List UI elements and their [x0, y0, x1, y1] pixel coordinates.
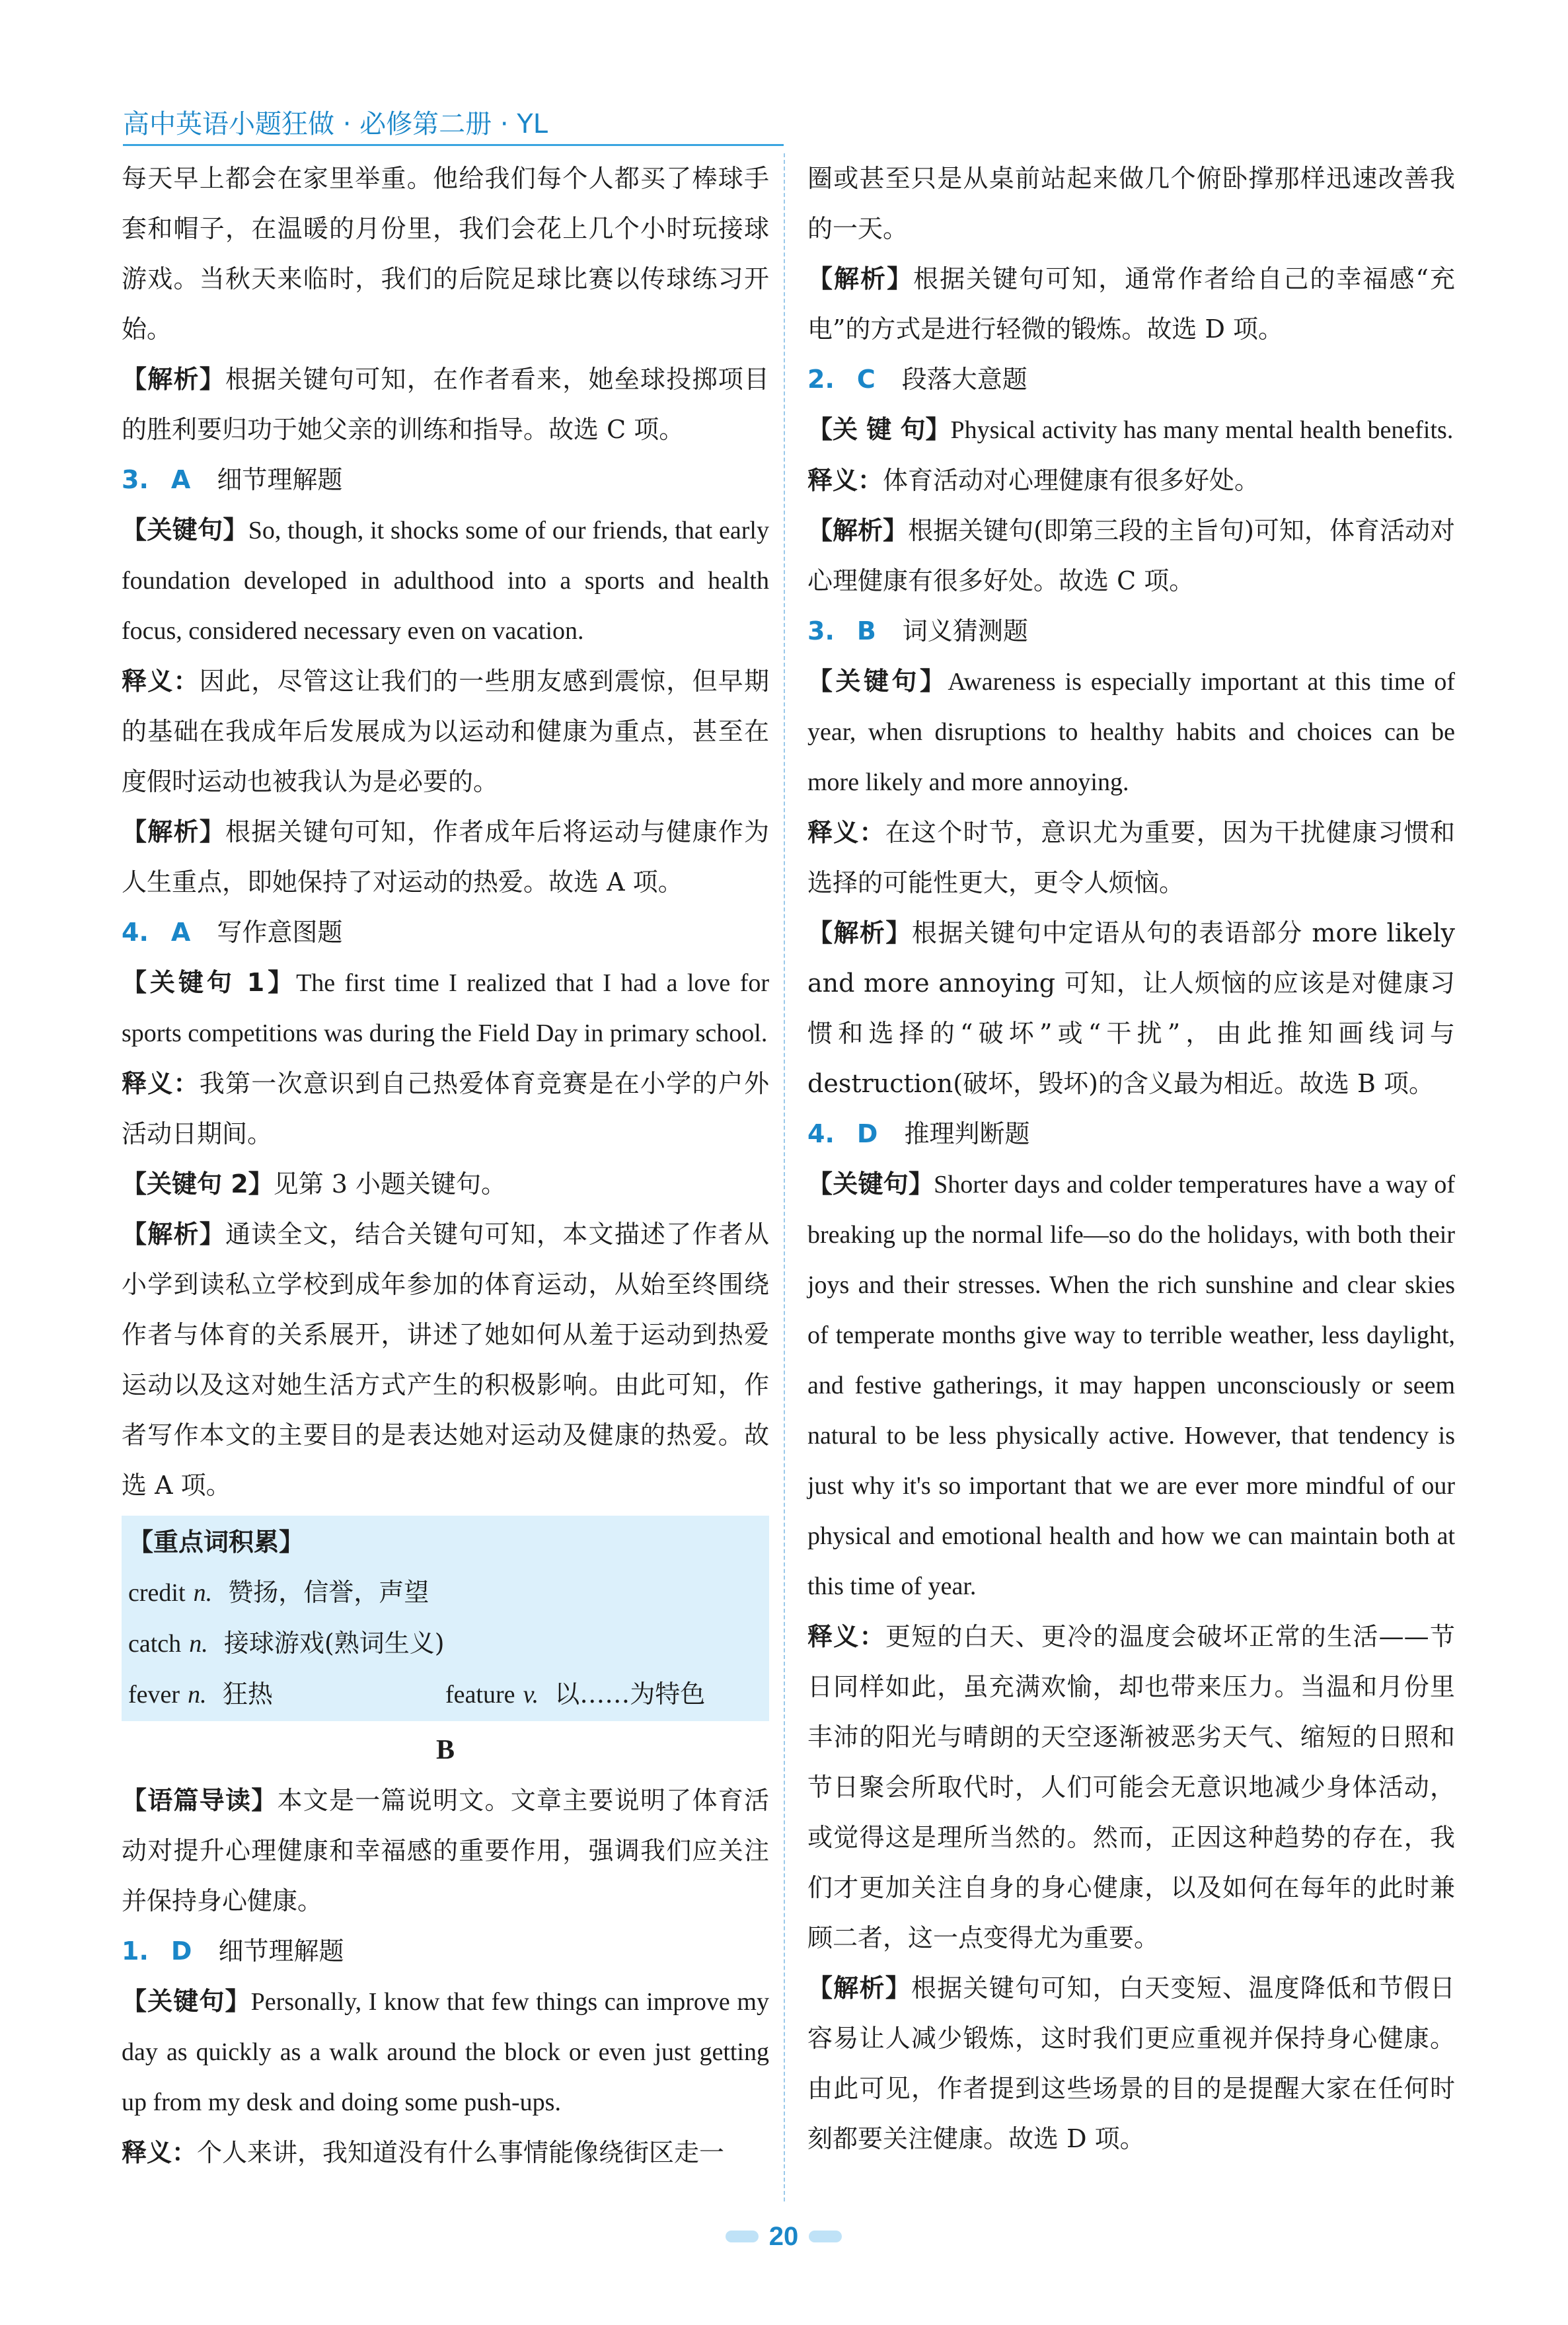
question-b3-heading	[807, 606, 1455, 656]
vocabulary-box	[122, 1516, 769, 1721]
translation-b1	[122, 2127, 769, 2178]
question-number: 3.	[807, 616, 835, 646]
translation-q4	[122, 1058, 769, 1159]
translation-b4	[807, 1611, 1455, 1963]
translation-label: 释义：	[807, 1622, 885, 1651]
key-sentence-b3	[807, 656, 1455, 807]
question-b2-heading	[807, 354, 1455, 404]
question-number: 4.	[122, 918, 149, 947]
guide-label: 【语篇导读】	[122, 1786, 278, 1815]
answer-letter: B	[856, 616, 876, 646]
vocab-entry: feature v. 以……为特色	[445, 1679, 706, 1709]
answer-letter: D	[856, 1119, 878, 1148]
vocab-entry: credit n. 赞扬，信誉，声望	[128, 1578, 429, 1607]
answer-letter: A	[170, 465, 191, 494]
translation-text: 个人来讲，我知道没有什么事情能像绕街区走一	[197, 2138, 725, 2167]
key-sentence-q3	[122, 505, 769, 656]
analysis-label: 【解析】	[122, 1220, 225, 1249]
key-label: 【关键句】	[122, 515, 248, 544]
column-divider	[784, 153, 785, 2201]
key-label: 【关键句】	[122, 1987, 251, 2016]
analysis-text: 根据关键句中定语从句的表语部分 more likely and more annoying 可知，让人烦恼的应该是对健康习惯和选择的“破坏”或“干扰”，由此推知画线词与 destruction(破坏，毁坏)的含义最为相近。故选 B 项。	[807, 918, 1455, 1098]
question-type: 词义猜测题	[902, 616, 1028, 646]
analysis-label: 【解析】	[122, 817, 225, 846]
footer-pill-left	[726, 2231, 759, 2242]
analysis-q4	[122, 1209, 769, 1510]
key-text: Physical activity has many mental health benefits.	[950, 416, 1454, 444]
passage-guide	[122, 1775, 769, 1926]
analysis-b3	[807, 908, 1455, 1109]
question-3-heading	[122, 455, 769, 505]
analysis-text: 根据关键句可知，作者成年后将运动与健康作为人生重点，即她保持了对运动的热爱。故选 A 项。	[122, 817, 769, 897]
page-header: 高中英语小题狂做 · 必修第二册 · YL	[123, 109, 548, 139]
continued-translation: 每天早上都会在家里举重。他给我们每个人都买了棒球手套和帽子，在温暖的月份里，我们会花上几个小时玩接球游戏。当秋天来临时，我们的后院足球比赛以传球练习开始。	[122, 164, 769, 344]
analysis-q2	[122, 354, 769, 455]
key-text: Personally, I know that few things can improve my day as quickly as a walk around the block or even just getting up from my desk and doing some push-ups.	[122, 1988, 769, 2116]
translation-b1-continued: 圈或甚至只是从桌前站起来做几个俯卧撑那样迅速改善我的一天。	[807, 164, 1455, 243]
key-sentence-2-q4	[122, 1159, 769, 1209]
translation-text: 更短的白天、更冷的温度会破坏正常的生活——节日同样如此，虽充满欢愉，却也带来压力。当温和月份里丰沛的阳光与晴朗的天空逐渐被恶劣天气、缩短的日照和节日聚会所取代时，人们可能会无意识地减少身体活动，或觉得这是理所当然的。然而，正因这种趋势的存在，我们才更加关注自身的身心健康，以及如何在每年的此时兼顾二者，这一点变得尤为重要。	[807, 1622, 1455, 1952]
translation-label: 释义：	[122, 2138, 198, 2167]
question-number: 3.	[122, 465, 149, 494]
header-rule	[123, 144, 784, 146]
analysis-label: 【解析】	[807, 264, 914, 293]
right-column	[807, 153, 1455, 2164]
key-label: 【关键句】	[807, 1169, 934, 1199]
answer-letter: A	[170, 918, 191, 947]
analysis-text: 根据关键句可知，在作者看来，她垒球投掷项目的胜利要归功于她父亲的训练和指导。故选 C 项。	[122, 365, 769, 444]
question-number: 1.	[122, 1937, 149, 1966]
key-text: Awareness is especially important at this time of year, when disruptions to healthy habits and choices can be more likely and more annoying.	[807, 668, 1455, 796]
key-label: 【关 键 句】	[807, 415, 951, 444]
vocab-entry: fever n. 狂热	[128, 1679, 273, 1709]
translation-label: 释义：	[807, 466, 883, 495]
translation-b3	[807, 807, 1455, 908]
translation-text: 因此，尽管这让我们的一些朋友感到震惊，但早期的基础在我成年后发展成为以运动和健康为重点，甚至在度假时运动也被我认为是必要的。	[122, 667, 769, 796]
analysis-label: 【解析】	[122, 365, 225, 394]
analysis-b1	[807, 254, 1455, 354]
key-sentence-b1	[122, 1976, 769, 2127]
key-sentence-b4	[807, 1159, 1455, 1611]
analysis-q3	[122, 807, 769, 907]
key-text: 见第 3 小题关键句。	[273, 1169, 507, 1199]
analysis-text: 通读全文，结合关键句可知，本文描述了作者从小学到读私立学校到成年参加的体育运动，从始至终围绕作者与体育的关系展开，讲述了她如何从羞于运动到热爱运动以及这对她生活方式产生的积极影响。由此可知，作者写作本文的主要目的是表达她对运动及健康的热爱。故选 A 项。	[122, 1220, 769, 1500]
analysis-label: 【解析】	[807, 918, 912, 947]
question-type: 推理判断题	[904, 1119, 1030, 1148]
translation-label: 释义：	[807, 818, 885, 847]
left-column	[122, 153, 769, 2178]
section-heading-b: B	[435, 1735, 455, 1765]
vocabulary-title: 【重点词积累】	[128, 1528, 305, 1557]
question-type: 细节理解题	[218, 1937, 344, 1966]
vocab-entry: catch n. 接球游戏(熟词生义)	[128, 1629, 445, 1658]
question-b4-heading	[807, 1109, 1455, 1159]
translation-q3	[122, 656, 769, 807]
key-label: 【关键句】	[807, 667, 948, 696]
page-number: 20	[768, 2221, 799, 2251]
question-b1-heading	[122, 1926, 769, 1976]
vocab-row	[128, 1669, 763, 1720]
translation-text: 体育活动对心理健康有很多好处。	[883, 466, 1260, 495]
key-sentence-1-q4	[122, 957, 769, 1058]
key-sentence-b2	[807, 404, 1455, 455]
analysis-text: 根据关键句(即第三段的主旨句)可知，体育活动对心理健康有很多好处。故选 C 项。	[807, 516, 1455, 595]
footer-pill-right	[809, 2231, 842, 2242]
question-4-heading	[122, 907, 769, 957]
key-text: So, though, it shocks some of our friends, that early foundation developed in adulthood into a sports and health focus, considered necessary even on vacation.	[122, 517, 769, 645]
question-type: 细节理解题	[217, 465, 343, 494]
translation-label: 释义：	[122, 1069, 200, 1098]
analysis-b4	[807, 1963, 1455, 2164]
analysis-label: 【解析】	[807, 516, 909, 545]
guide-text: 本文是一篇说明文。文章主要说明了体育活动对提升心理健康和幸福感的重要作用，强调我们应关注并保持身心健康。	[122, 1786, 769, 1915]
key-text: The first time I realized that I had a love for sports competitions was during the Field Day in primary school.	[122, 969, 769, 1047]
answer-letter: D	[170, 1937, 192, 1966]
translation-text: 我第一次意识到自己热爱体育竞赛是在小学的户外活动日期间。	[122, 1069, 769, 1148]
translation-label: 释义：	[122, 667, 200, 696]
analysis-b2	[807, 505, 1455, 606]
analysis-text: 根据关键句可知，白天变短、温度降低和节假日容易让人减少锻炼，这时我们更应重视并保持身心健康。由此可见，作者提到这些场景的目的是提醒大家在任何时刻都要关注健康。故选 D 项。	[807, 1974, 1455, 2153]
question-type: 写作意图题	[217, 918, 343, 947]
translation-text: 在这个时节，意识尤为重要，因为干扰健康习惯和选择的可能性更大，更令人烦恼。	[807, 818, 1455, 897]
question-type: 段落大意题	[901, 365, 1027, 394]
question-number: 2.	[807, 365, 835, 394]
analysis-text: 根据关键句可知，通常作者给自己的幸福感“充电”的方式是进行轻微的锻炼。故选 D 项。	[807, 264, 1455, 344]
page-footer	[718, 2223, 850, 2250]
key-label: 【关键句 1】	[122, 968, 297, 997]
answer-letter: C	[856, 365, 876, 394]
translation-b2	[807, 455, 1455, 505]
key-label: 【关键句 2】	[122, 1169, 274, 1199]
question-number: 4.	[807, 1119, 835, 1148]
analysis-label: 【解析】	[807, 1974, 911, 2003]
key-text: Shorter days and colder temperatures have a way of breaking up the normal life—so do the holidays, with both their joys and their stresses. When the rich sunshine and clear skies of temperate months give way to terrible weather, less daylight, and festive gatherings, it may happen unconsciously or seem natural to be less physically active. However, that tendency is just why it's so important that we are ever more mindful of our physical and emotional health and how we can maintain both at this time of year.	[807, 1171, 1455, 1600]
